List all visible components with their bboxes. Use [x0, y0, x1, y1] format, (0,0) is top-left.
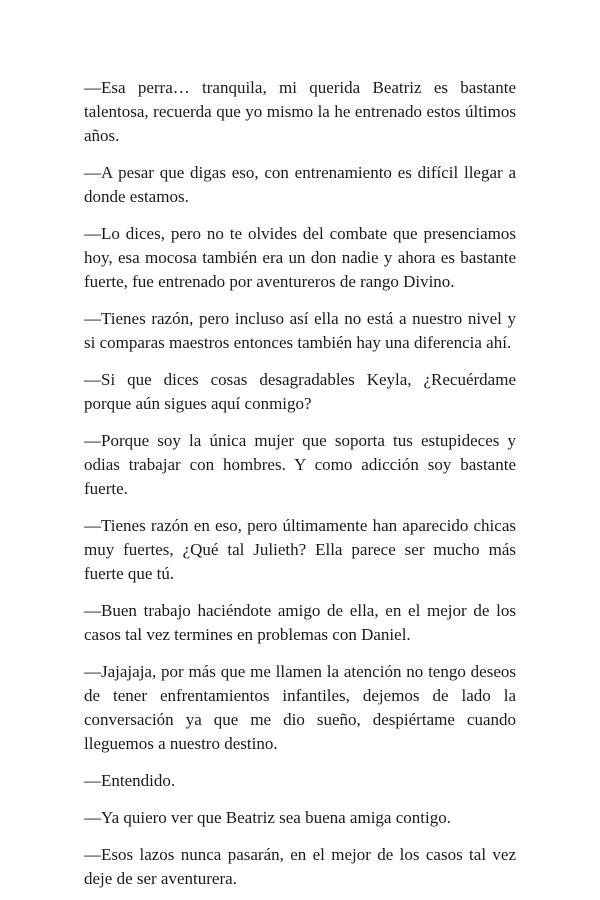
- paragraph-7: —Tienes razón en eso, pero últimamente han aparecido chicas muy fuertes, ¿Qué tal Julieth? Ella parece ser mucho más fuerte que tú.: [84, 516, 516, 583]
- paragraph-4: —Tienes razón, pero incluso así ella no está a nuestro nivel y si comparas maestros entonces también hay una diferencia ahí.: [84, 309, 516, 352]
- paragraph-10: —Entendido.: [84, 771, 176, 790]
- paragraph-3: —Lo dices, pero no te olvides del combate que presenciamos hoy, esa mocosa también era un don nadie y ahora es bastante fuerte, fue entrenado por aventureros de rango Divino.: [84, 224, 516, 291]
- paragraph-11: —Ya quiero ver que Beatriz sea buena amiga contigo.: [84, 808, 451, 827]
- paragraph-2: —A pesar que digas eso, con entrenamiento es difícil llegar a donde estamos.: [84, 163, 516, 206]
- paragraph-1: —Esa perra… tranquila, mi querida Beatriz es bastante talentosa, recuerda que yo mismo la he entrenado estos últimos años.: [84, 78, 516, 145]
- paragraph-6: —Porque soy la única mujer que soporta tus estupideces y odias trabajar con hombres. Y como adicción soy bastante fuerte.: [84, 431, 516, 498]
- paragraph-12: —Esos lazos nunca pasarán, en el mejor de los casos tal vez deje de ser aventurera.: [84, 845, 516, 888]
- paragraph-9: —Jajajaja, por más que me llamen la atención no tengo deseos de tener enfrentamientos infantiles, dejemos de lado la conversación ya que me dio sueño, despiértame cuando lleguemos a nuestro destino.: [84, 662, 516, 753]
- paragraph-5: —Si que dices cosas desagradables Keyla, ¿Recuérdame porque aún sigues aquí conmigo?: [84, 370, 516, 413]
- paragraph-8: —Buen trabajo haciéndote amigo de ella, en el mejor de los casos tal vez termines en problemas con Daniel.: [84, 601, 516, 644]
